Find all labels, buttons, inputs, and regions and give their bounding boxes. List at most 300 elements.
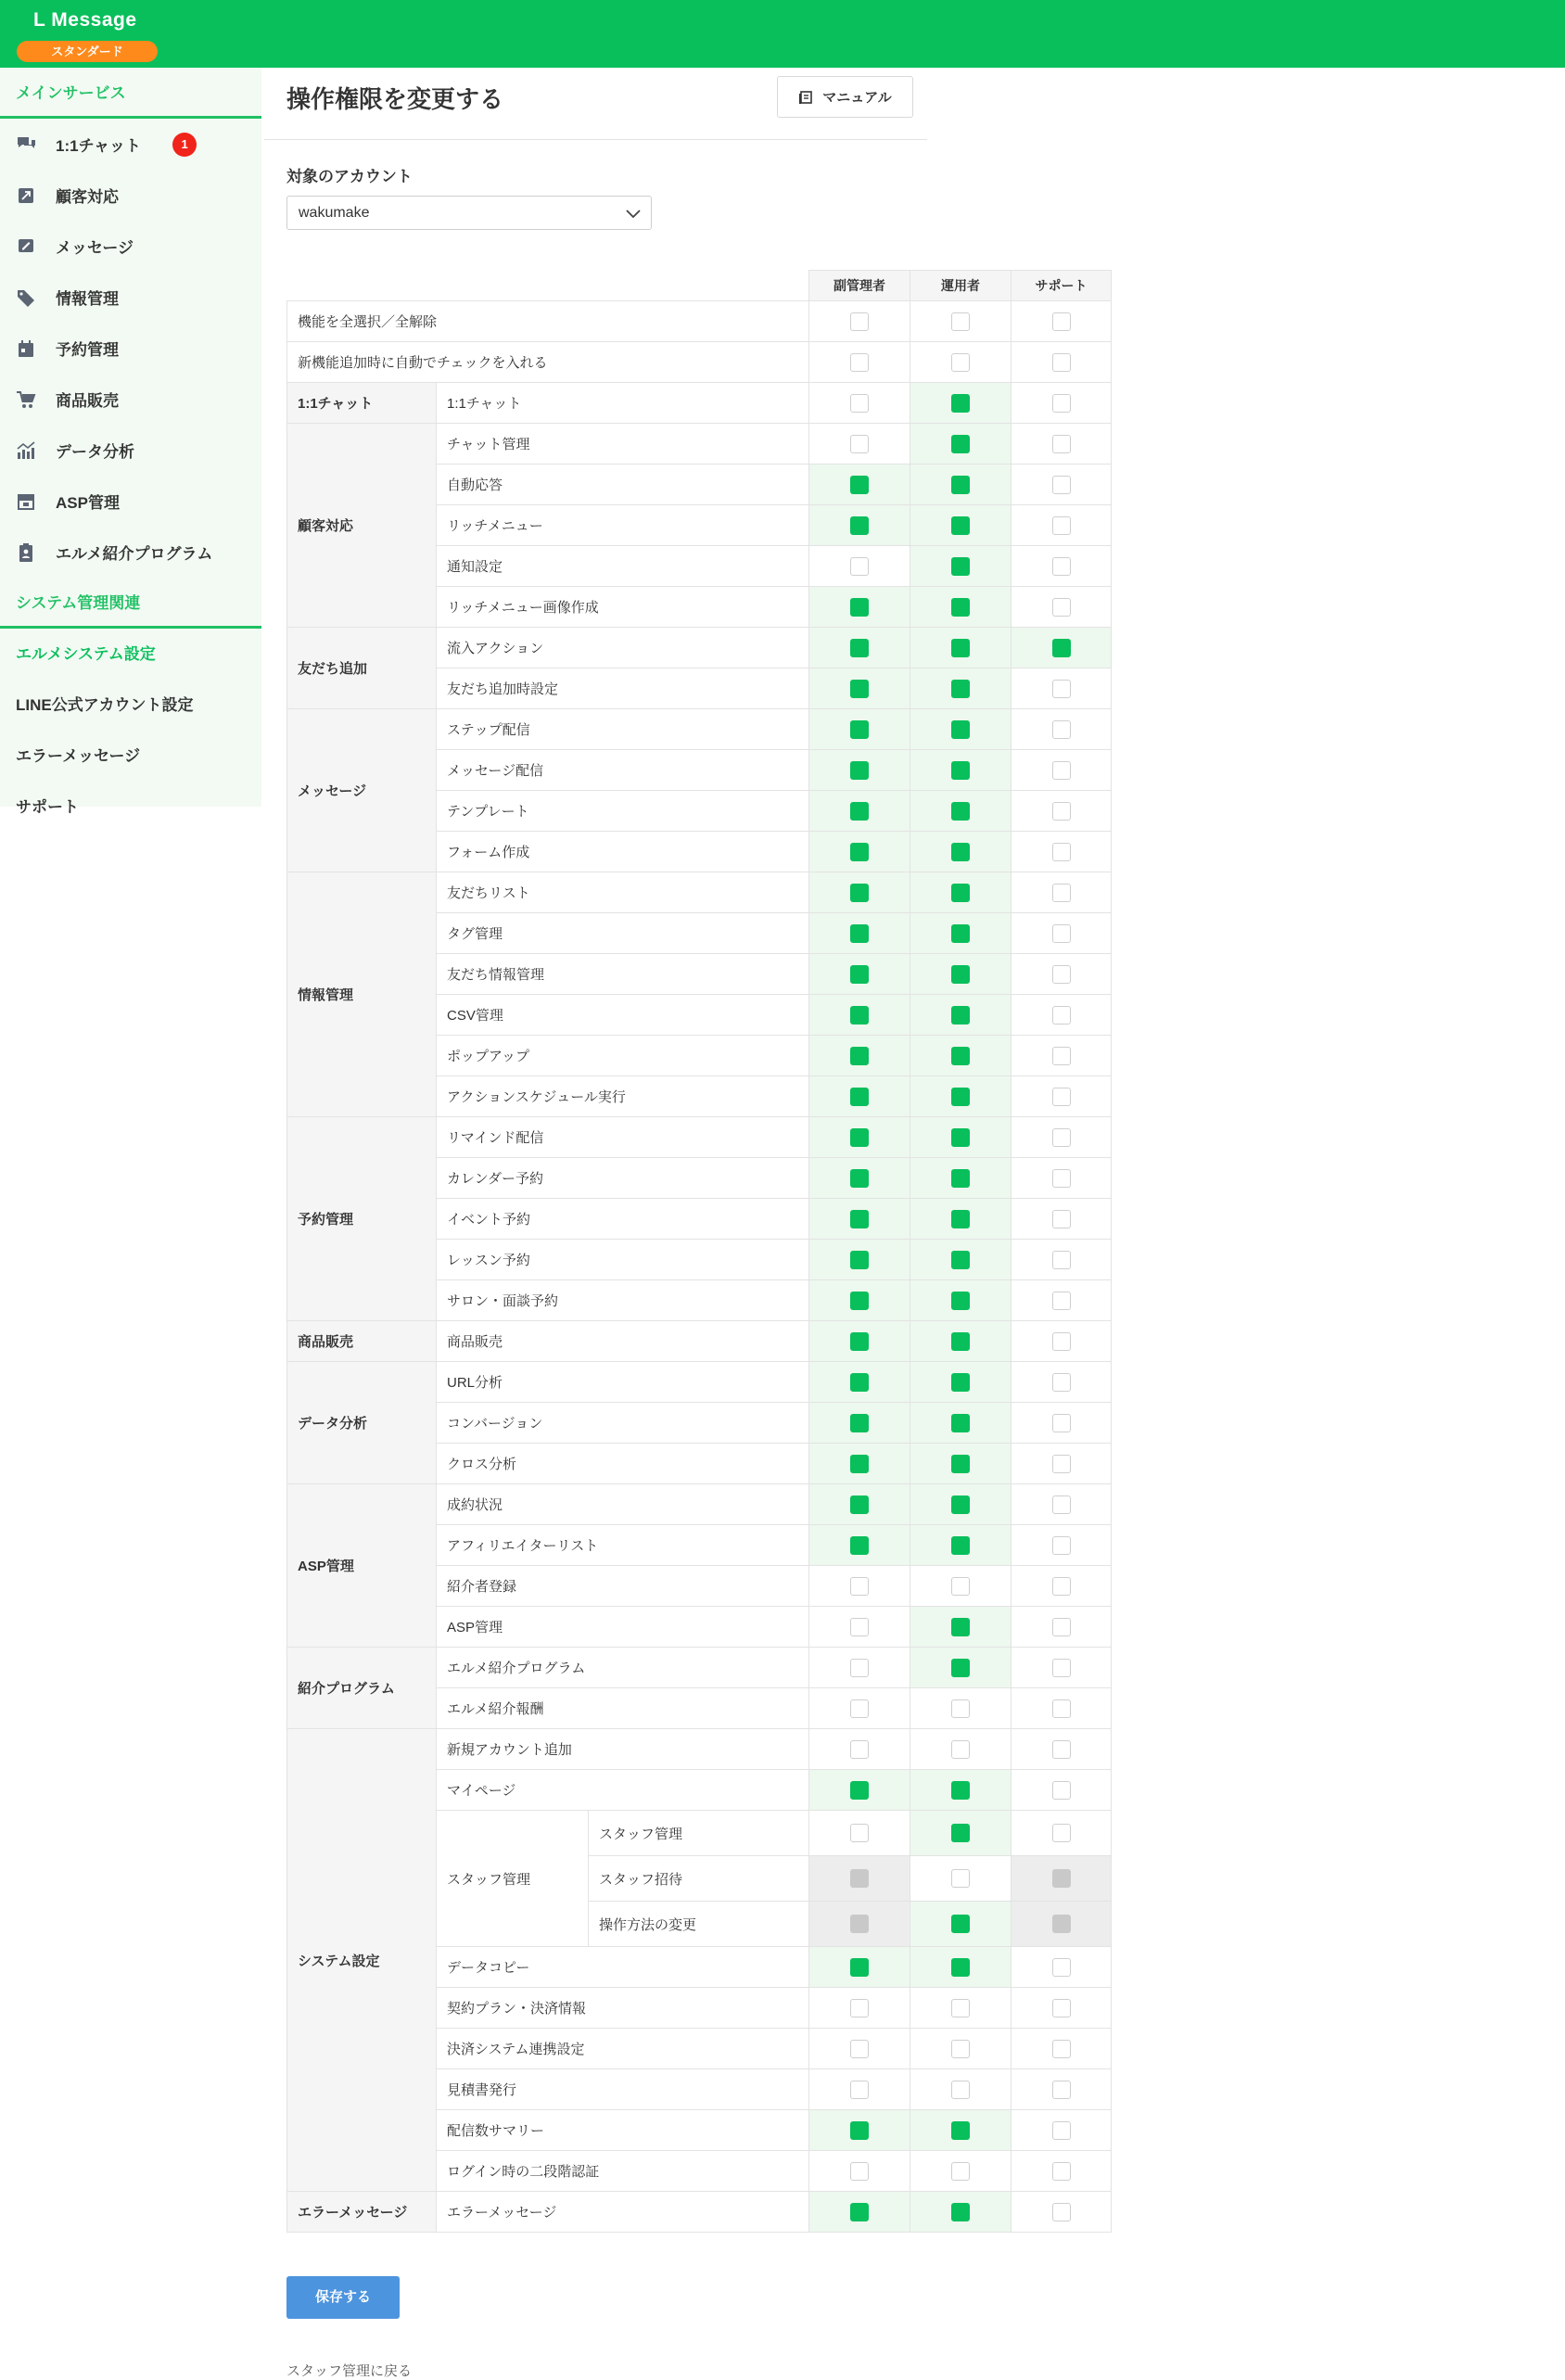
permission-checkbox[interactable]	[1052, 1824, 1071, 1842]
permission-cell	[910, 954, 1012, 995]
permission-checkbox[interactable]	[951, 1699, 970, 1718]
permission-checkbox[interactable]	[1052, 1577, 1071, 1596]
table-row	[287, 301, 1112, 342]
permission-checkbox[interactable]	[1052, 1251, 1071, 1269]
permission-checkbox[interactable]	[1052, 353, 1071, 372]
cart-icon	[15, 388, 37, 411]
permission-cell	[910, 1566, 1012, 1607]
sidebar-item-label: 1:1チャット	[56, 137, 142, 155]
permission-cell	[1012, 1566, 1112, 1607]
permission-checkbox[interactable]	[1052, 680, 1071, 698]
permission-cell	[809, 1988, 910, 2029]
category-cell: 商品販売	[287, 1321, 437, 1362]
permission-checkbox[interactable]	[1052, 2040, 1071, 2058]
permission-cell	[809, 1688, 910, 1729]
permission-checkbox[interactable]	[850, 2162, 869, 2181]
sidebar-item-label: 予約管理	[56, 341, 119, 359]
permission-checkbox[interactable]	[951, 761, 970, 780]
feature-label: イベント予約	[437, 1199, 809, 1240]
feature-label: レッスン予約	[437, 1240, 809, 1280]
feature-label: 成約状況	[437, 1484, 809, 1525]
permission-cell	[1012, 668, 1112, 709]
permission-checkbox[interactable]	[951, 1414, 970, 1432]
table-row	[287, 1362, 1112, 1403]
permission-cell	[809, 2192, 910, 2233]
permission-checkbox[interactable]	[951, 435, 970, 453]
permission-cell	[1012, 2110, 1112, 2151]
sidebar-subitem[interactable]: エラーメッセージ	[16, 747, 141, 765]
permission-checkbox[interactable]	[850, 1088, 869, 1106]
permission-cell	[910, 1770, 1012, 1811]
feature-label: アフィリエイターリスト	[437, 1525, 809, 1566]
permission-checkbox[interactable]	[951, 1210, 970, 1228]
permission-cell	[809, 1280, 910, 1321]
permission-checkbox[interactable]	[850, 884, 869, 902]
permission-checkbox[interactable]	[1052, 2162, 1071, 2181]
permission-checkbox[interactable]	[850, 1414, 869, 1432]
permission-checkbox[interactable]	[1052, 312, 1071, 331]
table-row	[287, 424, 1112, 465]
permission-checkbox[interactable]	[850, 1455, 869, 1473]
permission-checkbox[interactable]	[850, 1659, 869, 1677]
category-cell: ASP管理	[287, 1484, 437, 1648]
sidebar-item-label: エルメ紹介プログラム	[56, 545, 213, 563]
permission-cell	[1012, 1648, 1112, 1688]
permission-cell	[1012, 954, 1112, 995]
feature-label: 友だちリスト	[437, 872, 809, 913]
feature-label: 自動応答	[437, 465, 809, 505]
permission-cell	[1012, 1444, 1112, 1484]
permission-checkbox[interactable]	[850, 516, 869, 535]
book-icon	[798, 90, 813, 105]
permission-checkbox[interactable]	[850, 1373, 869, 1392]
permission-checkbox[interactable]	[850, 1292, 869, 1310]
permission-cell	[1012, 587, 1112, 628]
permission-cell	[910, 1076, 1012, 1117]
permission-checkbox[interactable]	[951, 1373, 970, 1392]
permission-checkbox	[1052, 1915, 1071, 1933]
calendar-icon	[15, 337, 37, 360]
permission-checkbox[interactable]	[951, 1047, 970, 1065]
permission-cell	[1012, 1280, 1112, 1321]
permission-checkbox[interactable]	[1052, 1128, 1071, 1147]
permission-cell	[1012, 628, 1112, 668]
feature-label: コンバージョン	[437, 1403, 809, 1444]
permission-cell	[809, 1902, 910, 1947]
permission-checkbox[interactable]	[951, 1577, 970, 1596]
permission-cell	[1012, 1484, 1112, 1525]
account-select[interactable]	[286, 196, 652, 230]
permission-checkbox[interactable]	[850, 435, 869, 453]
feature-label: チャット管理	[437, 424, 809, 465]
feature-label: 契約プラン・決済情報	[437, 1988, 809, 2029]
permission-checkbox[interactable]	[1052, 1332, 1071, 1351]
permission-cell	[1012, 1362, 1112, 1403]
feature-label: クロス分析	[437, 1444, 809, 1484]
permission-cell	[910, 424, 1012, 465]
permission-checkbox[interactable]	[951, 394, 970, 413]
permission-cell	[910, 913, 1012, 954]
permission-checkbox[interactable]	[951, 1251, 970, 1269]
permission-checkbox[interactable]	[850, 1495, 869, 1514]
permission-checkbox[interactable]	[850, 476, 869, 494]
permission-checkbox[interactable]	[951, 884, 970, 902]
feature-label: リマインド配信	[437, 1117, 809, 1158]
permission-cell	[1012, 1902, 1112, 1947]
feature-label: フォーム作成	[437, 832, 809, 872]
tag-icon	[15, 286, 37, 309]
permission-checkbox[interactable]	[951, 2203, 970, 2221]
permission-cell	[910, 872, 1012, 913]
table-row	[287, 628, 1112, 668]
permission-checkbox[interactable]	[1052, 1495, 1071, 1514]
sidebar-section-main: メインサービス	[0, 68, 261, 119]
permission-checkbox[interactable]	[1052, 1210, 1071, 1228]
permission-cell	[809, 954, 910, 995]
permission-cell	[910, 1199, 1012, 1240]
permission-checkbox[interactable]	[850, 1740, 869, 1759]
permission-cell	[910, 1280, 1012, 1321]
permission-checkbox[interactable]	[1052, 884, 1071, 902]
permission-cell	[809, 1856, 910, 1902]
permission-checkbox[interactable]	[850, 1536, 869, 1555]
permission-cell	[809, 1199, 910, 1240]
permission-cell	[1012, 1036, 1112, 1076]
permission-cell	[809, 2110, 910, 2151]
permission-checkbox[interactable]	[951, 476, 970, 494]
permission-checkbox[interactable]	[951, 1618, 970, 1636]
sidebar-item[interactable]	[0, 323, 261, 374]
sidebar-item[interactable]	[0, 119, 261, 170]
permission-cell	[1012, 342, 1112, 383]
badge-icon	[15, 541, 37, 564]
permission-checkbox[interactable]	[1052, 435, 1071, 453]
permission-checkbox[interactable]	[951, 1169, 970, 1188]
permission-cell	[1012, 2029, 1112, 2069]
permission-cell	[910, 1525, 1012, 1566]
permission-checkbox[interactable]	[850, 312, 869, 331]
permission-checkbox[interactable]	[951, 312, 970, 331]
sidebar-subitem[interactable]: LINE公式アカウント設定	[16, 696, 194, 714]
table-row	[287, 342, 1112, 383]
permission-checkbox[interactable]	[1052, 1455, 1071, 1473]
permission-checkbox[interactable]	[1052, 1699, 1071, 1718]
permission-checkbox[interactable]	[951, 1659, 970, 1677]
permission-checkbox[interactable]	[951, 1292, 970, 1310]
sidebar-item[interactable]	[0, 170, 261, 221]
permission-checkbox[interactable]	[951, 965, 970, 984]
permission-cell	[1012, 1607, 1112, 1648]
feature-label: エルメ紹介報酬	[437, 1688, 809, 1729]
feature-label: 友だち追加時設定	[437, 668, 809, 709]
permission-cell	[910, 546, 1012, 587]
permission-cell	[1012, 383, 1112, 424]
role-header: サポート	[1012, 271, 1112, 301]
chart-icon	[15, 439, 37, 462]
permission-checkbox[interactable]	[951, 1455, 970, 1473]
permission-checkbox[interactable]	[850, 2203, 869, 2221]
permission-checkbox[interactable]	[951, 598, 970, 617]
feature-label: 決済システム連携設定	[437, 2029, 809, 2069]
permission-checkbox[interactable]	[850, 2081, 869, 2099]
table-row	[287, 1321, 1112, 1362]
sidebar-item[interactable]	[0, 374, 261, 425]
permission-checkbox[interactable]	[951, 720, 970, 739]
permission-checkbox[interactable]	[1052, 1088, 1071, 1106]
feature-label: 友だち情報管理	[437, 954, 809, 995]
permission-checkbox[interactable]	[850, 965, 869, 984]
permission-checkbox[interactable]	[951, 2040, 970, 2058]
sidebar-item-label: データ分析	[56, 443, 134, 461]
feature-label: アクションスケジュール実行	[437, 1076, 809, 1117]
permission-checkbox[interactable]	[951, 1495, 970, 1514]
role-header: 副管理者	[809, 271, 910, 301]
permission-cell	[910, 1856, 1012, 1902]
permission-checkbox[interactable]	[850, 1047, 869, 1065]
permission-cell	[910, 2192, 1012, 2233]
permission-cell	[1012, 1811, 1112, 1856]
sidebar-item[interactable]	[0, 527, 261, 578]
feature-label: タグ管理	[437, 913, 809, 954]
permission-checkbox[interactable]	[1052, 802, 1071, 821]
permission-cell	[910, 1988, 1012, 2029]
permission-checkbox[interactable]	[951, 557, 970, 576]
permission-checkbox[interactable]	[1052, 843, 1071, 861]
sidebar-subitem[interactable]: サポート	[16, 798, 79, 816]
permission-checkbox[interactable]	[850, 598, 869, 617]
permission-checkbox[interactable]	[1052, 1999, 1071, 2017]
permission-cell	[809, 383, 910, 424]
permission-checkbox[interactable]	[850, 1999, 869, 2017]
permission-cell	[809, 1076, 910, 1117]
permission-checkbox[interactable]	[1052, 2203, 1071, 2221]
table-row	[287, 383, 1112, 424]
permission-cell	[1012, 2151, 1112, 2192]
permission-checkbox[interactable]	[1052, 394, 1071, 413]
sidebar-item-label: ASP管理	[56, 494, 120, 512]
permission-cell	[809, 995, 910, 1036]
permission-checkbox[interactable]	[850, 1128, 869, 1147]
permission-checkbox[interactable]	[1052, 924, 1071, 943]
table-row	[287, 2192, 1112, 2233]
permission-checkbox[interactable]	[951, 924, 970, 943]
permission-checkbox[interactable]	[1052, 1373, 1071, 1392]
permission-checkbox[interactable]	[951, 1781, 970, 1800]
sidebar-item[interactable]	[0, 425, 261, 476]
header-spacer	[287, 271, 809, 301]
permission-cell	[809, 546, 910, 587]
sidebar-item[interactable]	[0, 476, 261, 527]
permission-checkbox[interactable]	[850, 1251, 869, 1269]
permission-checkbox[interactable]	[1052, 720, 1071, 739]
permission-cell	[809, 2151, 910, 2192]
permission-checkbox[interactable]	[850, 1006, 869, 1025]
permission-checkbox[interactable]	[951, 353, 970, 372]
permission-cell	[809, 791, 910, 832]
feature-label: カレンダー予約	[437, 1158, 809, 1199]
permission-cell	[910, 1607, 1012, 1648]
category-cell: 予約管理	[287, 1117, 437, 1321]
permission-checkbox[interactable]	[951, 1869, 970, 1888]
account-label: 対象のアカウント	[286, 168, 413, 185]
page-title: 操作権限を変更する	[286, 85, 504, 113]
permission-checkbox[interactable]	[951, 1536, 970, 1555]
permission-checkbox[interactable]	[1052, 1659, 1071, 1677]
back-to-staff-link[interactable]: スタッフ管理に戻る	[286, 2363, 413, 2379]
permission-cell	[809, 913, 910, 954]
permission-checkbox[interactable]	[951, 1999, 970, 2017]
permission-checkbox[interactable]	[850, 1169, 869, 1188]
permission-checkbox[interactable]	[1052, 965, 1071, 984]
feature-label: ASP管理	[437, 1607, 809, 1648]
permission-checkbox[interactable]	[1052, 1292, 1071, 1310]
permission-checkbox[interactable]	[1052, 557, 1071, 576]
permission-checkbox[interactable]	[951, 2162, 970, 2181]
permission-checkbox[interactable]	[951, 1006, 970, 1025]
permission-cell	[910, 1902, 1012, 1947]
permission-cell	[910, 1811, 1012, 1856]
account-select-value: wakumake	[299, 205, 370, 221]
permission-checkbox[interactable]	[951, 2121, 970, 2140]
row-label: 新機能追加時に自動でチェックを入れる	[287, 342, 809, 383]
permission-cell	[910, 1729, 1012, 1770]
permission-checkbox[interactable]	[850, 1781, 869, 1800]
permission-checkbox[interactable]	[951, 1088, 970, 1106]
permission-checkbox[interactable]	[850, 924, 869, 943]
permission-checkbox[interactable]	[951, 1128, 970, 1147]
permission-checkbox[interactable]	[850, 353, 869, 372]
permission-checkbox[interactable]	[1052, 2121, 1071, 2140]
save-button[interactable]: 保存する	[286, 2276, 400, 2319]
permission-cell	[1012, 709, 1112, 750]
sidebar-subitem[interactable]: エルメシステム設定	[16, 645, 156, 663]
permission-cell	[910, 750, 1012, 791]
table-header-row	[287, 271, 1112, 301]
permission-checkbox[interactable]	[850, 802, 869, 821]
permission-cell	[809, 1947, 910, 1988]
permission-checkbox[interactable]	[850, 1699, 869, 1718]
permission-cell	[910, 1444, 1012, 1484]
permission-checkbox[interactable]	[951, 1958, 970, 1977]
permission-checkbox[interactable]	[1052, 598, 1071, 617]
permission-checkbox[interactable]	[951, 639, 970, 657]
permission-cell	[910, 587, 1012, 628]
permission-cell	[809, 628, 910, 668]
permission-cell	[910, 1484, 1012, 1525]
feature-label: 通知設定	[437, 546, 809, 587]
permission-checkbox[interactable]	[850, 557, 869, 576]
permission-cell	[809, 1484, 910, 1525]
permission-checkbox[interactable]	[850, 394, 869, 413]
permission-checkbox[interactable]	[850, 1332, 869, 1351]
permission-cell	[910, 465, 1012, 505]
permission-checkbox[interactable]	[850, 2040, 869, 2058]
permission-checkbox[interactable]	[1052, 1414, 1071, 1432]
permission-checkbox[interactable]	[1052, 1740, 1071, 1759]
manual-button[interactable]	[777, 76, 913, 118]
permission-checkbox[interactable]	[1052, 1169, 1071, 1188]
brand-logo[interactable]: L Message	[33, 9, 137, 31]
permission-checkbox[interactable]	[1052, 761, 1071, 780]
permission-cell	[809, 1321, 910, 1362]
permission-checkbox[interactable]	[1052, 1958, 1071, 1977]
category-cell: 友だち追加	[287, 628, 437, 709]
permission-checkbox[interactable]	[850, 1577, 869, 1596]
category-cell: 顧客対応	[287, 424, 437, 628]
feature-label: ポップアップ	[437, 1036, 809, 1076]
permission-checkbox[interactable]	[850, 1210, 869, 1228]
permission-cell	[1012, 1240, 1112, 1280]
permission-checkbox	[1052, 1869, 1071, 1888]
permission-cell	[1012, 1988, 1112, 2029]
permission-checkbox[interactable]	[1052, 1536, 1071, 1555]
permission-checkbox[interactable]	[850, 639, 869, 657]
table-row	[287, 1648, 1112, 1688]
permission-checkbox[interactable]	[850, 843, 869, 861]
message-icon	[15, 235, 37, 258]
permission-checkbox[interactable]	[1052, 639, 1071, 657]
permission-cell	[1012, 1856, 1112, 1902]
permission-checkbox[interactable]	[1052, 2081, 1071, 2099]
permission-checkbox[interactable]	[1052, 1781, 1071, 1800]
permission-checkbox[interactable]	[951, 1915, 970, 1933]
category-cell: 情報管理	[287, 872, 437, 1117]
permission-cell	[1012, 1770, 1112, 1811]
feature-label: サロン・面談予約	[437, 1280, 809, 1321]
feature-label: 新規アカウント追加	[437, 1729, 809, 1770]
permission-checkbox[interactable]	[951, 516, 970, 535]
sidebar-item[interactable]	[0, 272, 261, 323]
sidebar-item[interactable]	[0, 221, 261, 272]
permission-cell	[809, 668, 910, 709]
feature-label: スタッフ管理	[589, 1811, 809, 1856]
permission-checkbox[interactable]	[850, 680, 869, 698]
permission-cell	[1012, 301, 1112, 342]
permission-checkbox[interactable]	[951, 802, 970, 821]
permission-checkbox[interactable]	[850, 1824, 869, 1842]
feature-label: 商品販売	[437, 1321, 809, 1362]
permission-checkbox[interactable]	[850, 761, 869, 780]
permission-cell	[809, 750, 910, 791]
permission-checkbox[interactable]	[1052, 516, 1071, 535]
permission-checkbox[interactable]	[1052, 1006, 1071, 1025]
permission-cell	[809, 1770, 910, 1811]
permission-checkbox[interactable]	[850, 1958, 869, 1977]
permission-cell	[1012, 1688, 1112, 1729]
permission-cell	[1012, 1321, 1112, 1362]
permission-checkbox[interactable]	[850, 1618, 869, 1636]
permission-checkbox[interactable]	[951, 680, 970, 698]
permission-checkbox[interactable]	[951, 1332, 970, 1351]
permission-cell	[910, 1158, 1012, 1199]
permission-checkbox[interactable]	[951, 1740, 970, 1759]
permission-cell	[910, 2029, 1012, 2069]
permission-checkbox[interactable]	[951, 2081, 970, 2099]
permission-checkbox[interactable]	[951, 843, 970, 861]
permission-checkbox[interactable]	[1052, 1047, 1071, 1065]
row-label: 機能を全選択／全解除	[287, 301, 809, 342]
permission-checkbox[interactable]	[1052, 1618, 1071, 1636]
table-row	[287, 1484, 1112, 1525]
permission-checkbox[interactable]	[1052, 476, 1071, 494]
category-cell: 紹介プログラム	[287, 1648, 437, 1729]
permission-checkbox[interactable]	[951, 1824, 970, 1842]
sidebar-item-label: メッセージ	[56, 239, 134, 257]
permission-cell	[809, 832, 910, 872]
table-row	[287, 1117, 1112, 1158]
permission-checkbox[interactable]	[850, 2121, 869, 2140]
permission-checkbox[interactable]	[850, 720, 869, 739]
